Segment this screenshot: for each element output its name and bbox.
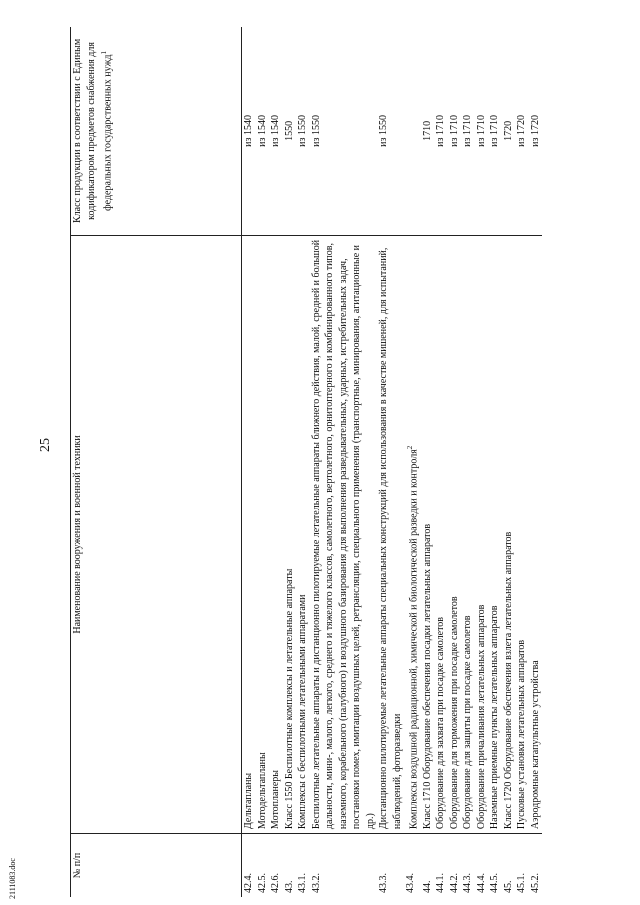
row-class: из 1710 [435, 115, 447, 147]
row-name [404, 235, 421, 833]
row-name-text: Пусковые установки летательных аппаратов [516, 639, 528, 830]
row-number: 44.5. [489, 873, 501, 893]
document-code: 2111083.doc [8, 858, 17, 899]
table-row [421, 27, 435, 897]
row-number: 45.2. [529, 873, 541, 893]
table-row [404, 27, 421, 897]
row-name [377, 235, 404, 833]
row-name-text: Оборудование для торможения при посадке самолетов [448, 596, 460, 830]
header-class [71, 27, 242, 235]
table-row [242, 27, 256, 897]
row-number: 43.3. [378, 873, 389, 893]
header-class-footnote: 1 [100, 51, 108, 55]
row-name [434, 235, 448, 833]
row-name [488, 235, 502, 833]
row-name [269, 235, 283, 833]
row-name [461, 235, 475, 833]
row-name-text: Наземные приемные пункты летательных аппаратов [489, 605, 501, 830]
row-class: 1720 [502, 120, 514, 141]
row-footnote: 2 [406, 445, 414, 450]
weapons-table [70, 27, 542, 897]
row-number: 43.2. [310, 873, 322, 893]
row-number: 44.2. [448, 873, 460, 893]
row-class: из 1540 [270, 115, 281, 147]
table-row [461, 27, 475, 897]
row-number: 43. [283, 880, 295, 893]
row-name-text: Мотодельтапланы [256, 752, 268, 830]
row-name-text: Оборудование для защиты при посадке самолетов [462, 615, 474, 830]
table-row [377, 27, 404, 897]
row-class: 1710 [421, 120, 433, 141]
row-number: 42.5. [256, 873, 268, 893]
row-name [448, 235, 462, 833]
row-name [421, 235, 435, 833]
table-row [475, 27, 489, 897]
row-name [515, 235, 529, 833]
row-number: 42.4. [243, 873, 254, 893]
row-name [529, 235, 543, 833]
row-number: 44. [421, 880, 433, 893]
row-class: из 1540 [256, 115, 268, 147]
row-class: из 1710 [489, 115, 501, 147]
table-row [310, 27, 378, 897]
row-class: из 1540 [243, 115, 254, 147]
row-name [296, 235, 310, 833]
header-num: № п/п [72, 852, 83, 879]
row-name-text: Класс 1550 Беспилотные комплексы и летательные аппараты [283, 568, 295, 830]
row-class: из 1710 [448, 115, 460, 147]
header-name: Наименование вооружения и военной техники [71, 235, 242, 833]
row-class: из 1710 [462, 115, 474, 147]
table-row [448, 27, 462, 897]
row-class: из 1710 [475, 115, 487, 147]
row-name [256, 235, 270, 833]
row-name-text: Комплексы воздушной радиационной, химической и биологической разведки и контроля [408, 449, 420, 830]
row-class: из 1550 [297, 115, 308, 147]
row-name-text: Класс 1720 Оборудование обеспечения взлета летательных аппаратов [502, 531, 514, 830]
row-name-text: Оборудование причаливания летательных аппаратов [475, 604, 487, 830]
table-row [434, 27, 448, 897]
row-number: 44.3. [462, 873, 474, 893]
row-name [283, 235, 297, 833]
row-class [404, 27, 421, 235]
table-row [296, 27, 310, 897]
row-class: из 1550 [310, 115, 322, 147]
row-class: из 1720 [516, 115, 528, 147]
row-name-text: Дистанционно пилотируемые летательные аппараты специальных конструкций для использования в качестве мишеней, для испытаний, наблюдений, фоторазведки [378, 247, 403, 830]
row-number: 43.4. [405, 873, 416, 893]
table-row [515, 27, 529, 897]
table-row [283, 27, 297, 897]
row-number: 43.1. [297, 873, 308, 893]
row-number: 44.1. [435, 873, 447, 893]
row-number: 45.1. [516, 873, 528, 893]
row-name [242, 235, 256, 833]
row-name [310, 235, 378, 833]
table-row [256, 27, 270, 897]
row-class: 1550 [283, 120, 295, 141]
page-number: 25 [38, 438, 53, 452]
row-number: 45. [502, 880, 514, 893]
row-name-text: Оборудование для захвата при посадке самолетов [435, 616, 447, 830]
row-class: из 1550 [378, 115, 389, 147]
row-name-text: Дельтапланы [243, 772, 254, 830]
table-row [488, 27, 502, 897]
row-name-text: Класс 1710 Оборудование обеспечения посадки летательных аппаратов [421, 523, 433, 830]
row-class: из 1720 [529, 115, 541, 147]
table-row [502, 27, 516, 897]
header-class-text: Класс продукции в соответствии с Единым кодификатором предметов снабжения для федеральных государственных нужд [72, 38, 114, 223]
row-name-text: Комплексы с беспилотными летательными аппаратами [297, 594, 308, 830]
row-name [502, 235, 516, 833]
row-number: 42.6. [270, 873, 281, 893]
row-name-text: Аэродромные катапультные устройства [529, 660, 541, 830]
table-body [242, 27, 543, 897]
table-row [269, 27, 283, 897]
row-number: 44.4. [475, 873, 487, 893]
row-name-text: Беспилотные летательные аппараты и дистанционно пилотируемые летательные аппараты ближнего действия, малой, средней и большой дальности, мини-, малого, легкого, среднего и тяжелого классов, самолетного, вертолетного, орнитоптерного и комбинированного типов, наземного, корабельного (палубного) и воздушного базирования для выполнения разведывательных, ударных, истребительных задач, постановки помех, имитации воздушных целей, ретрансляции, специального применения (транспортные, минирования, агитационные и др.) [310, 239, 376, 830]
row-name-text: Мотопланеры [270, 770, 281, 830]
row-name [475, 235, 489, 833]
table-header-row [71, 27, 242, 897]
table-row [529, 27, 543, 897]
